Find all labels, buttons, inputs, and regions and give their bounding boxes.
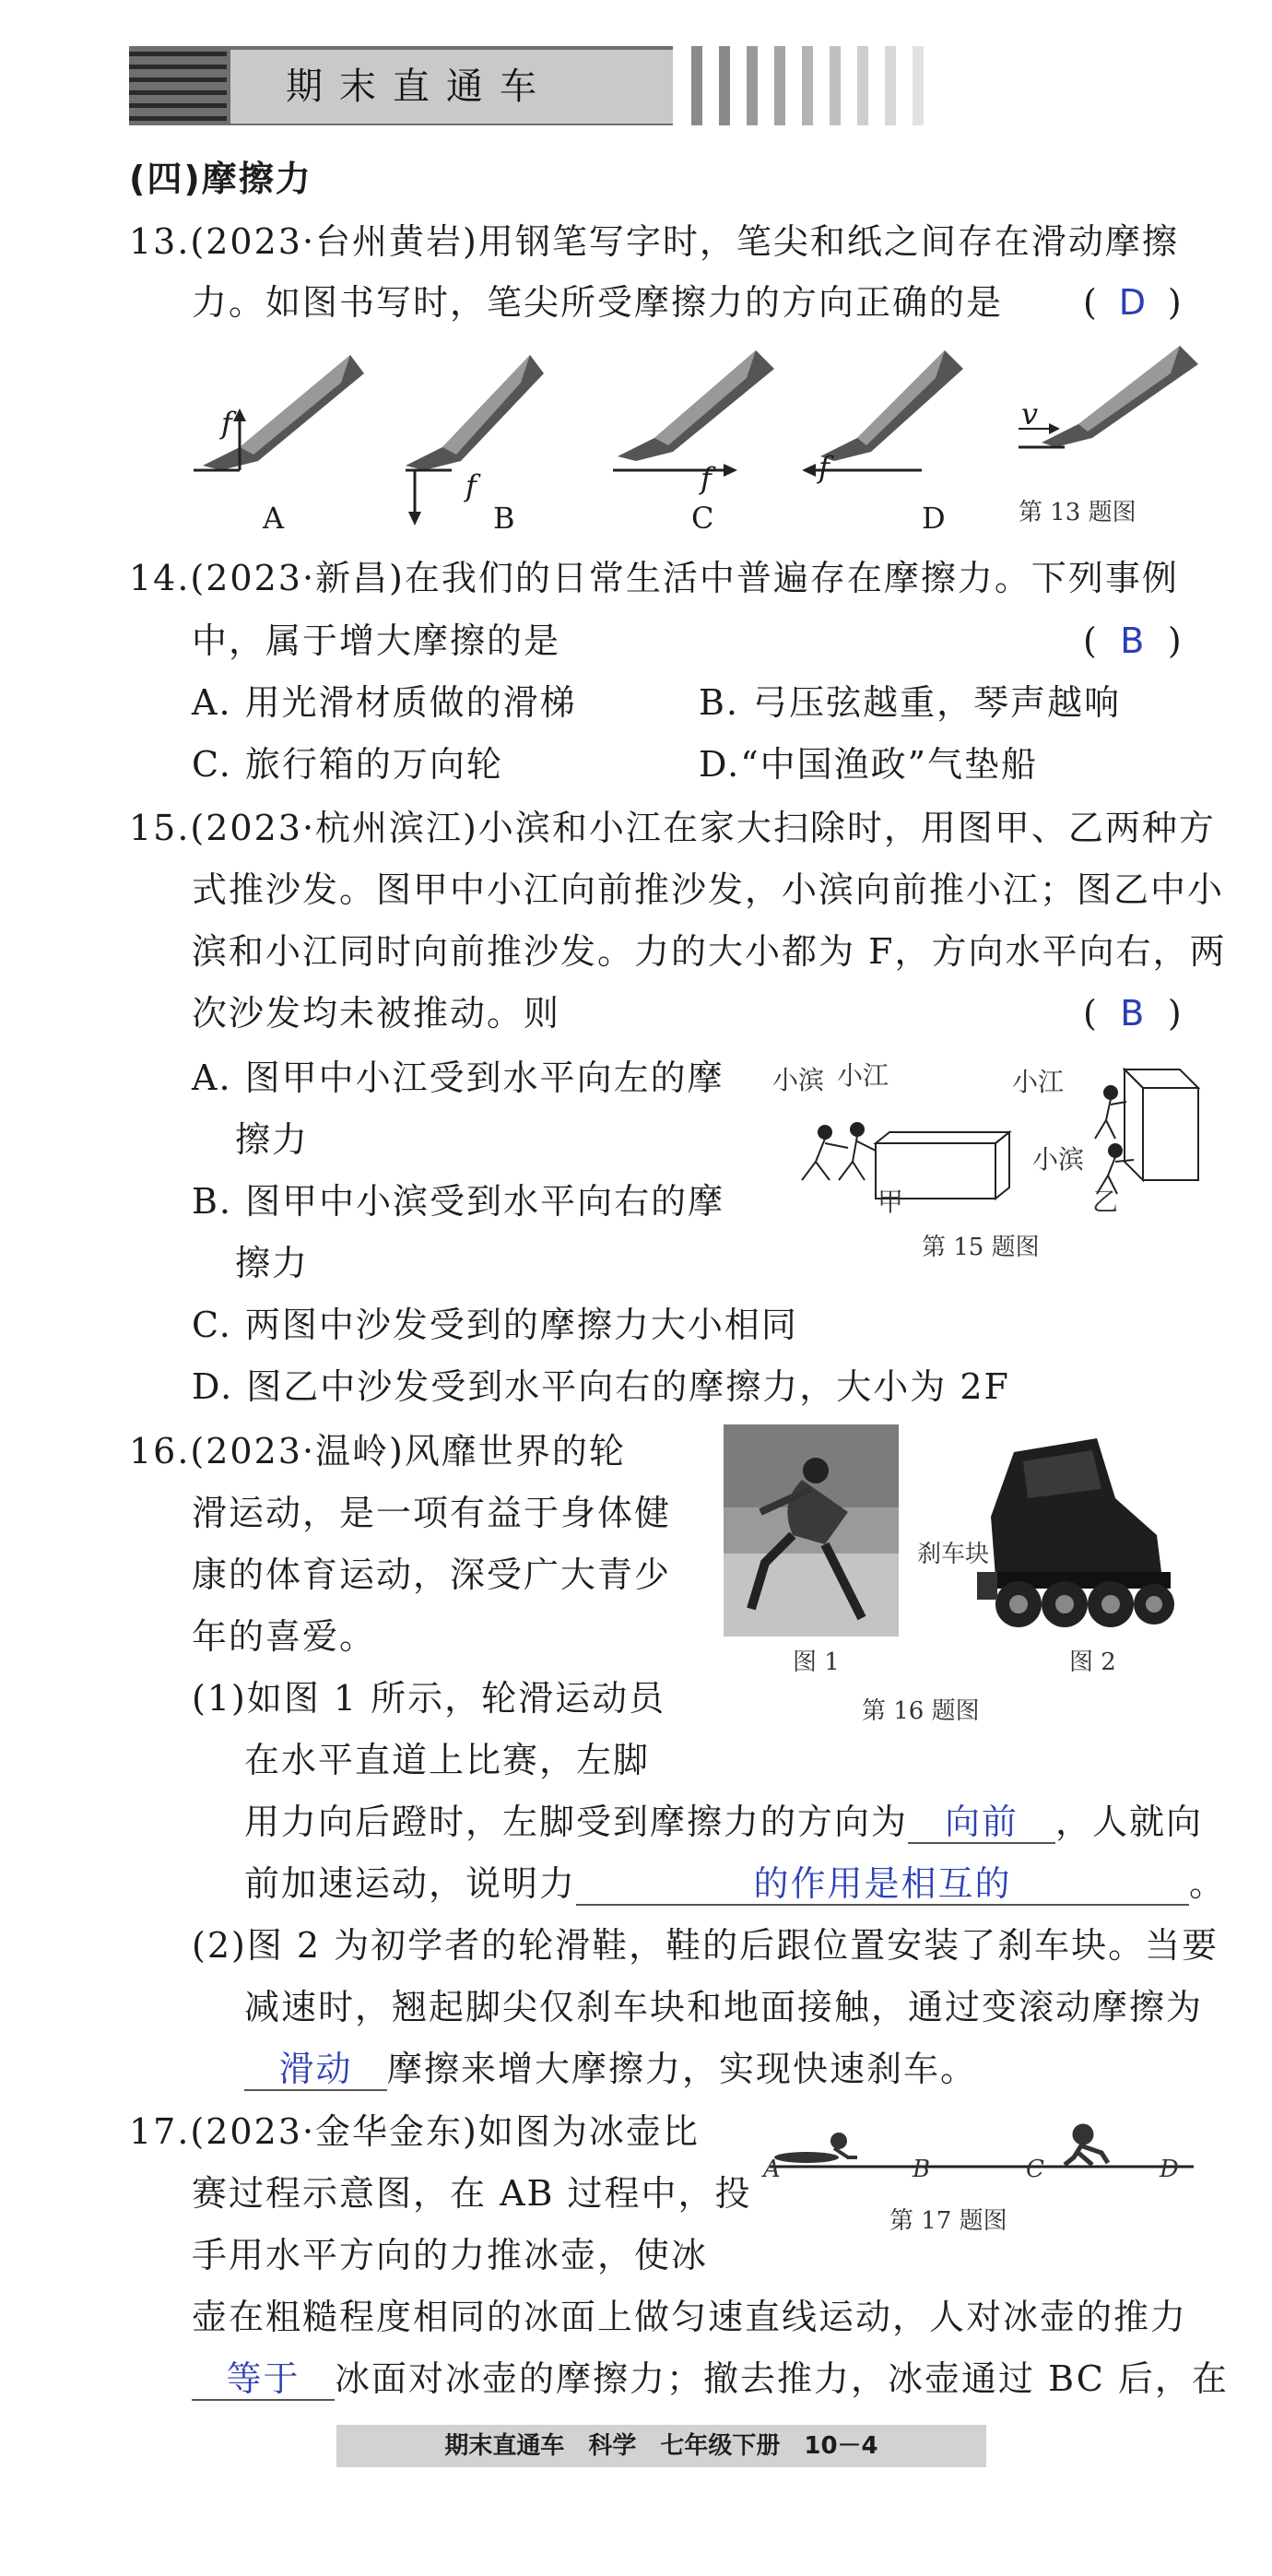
q13-option-c: C: [691, 501, 714, 536]
q15-answer: B: [1120, 993, 1147, 1034]
q15-line3: 滨和小江同时向前推沙发。力的大小都为 F，方向水平向右，两: [192, 931, 1227, 972]
q17-blank: [192, 2358, 335, 2401]
q14-answer: B: [1120, 620, 1147, 661]
q15-line1: 15.(2023·杭州滨江)小滨和小江在家大扫除时，用图甲、乙两种方: [129, 808, 1216, 848]
header-stripe: [129, 116, 227, 121]
q14-line2: 中，属于增大摩擦的是: [192, 620, 561, 661]
q13-caption: 第 13 题图: [1019, 499, 1137, 526]
q15-option-b1: B. 图甲中小滨受到水平向右的摩: [192, 1181, 725, 1222]
skate-photo: [959, 1434, 1180, 1637]
q17-line5: [192, 2358, 1229, 2401]
header-stripe: [129, 90, 227, 95]
q16-p1-text-d: 。: [1189, 1863, 1227, 1904]
fig1-label: 图 1: [793, 1648, 840, 1676]
q16-answer-2: 的作用是相互的: [753, 1863, 1012, 1904]
person-icon: [802, 1123, 876, 1180]
header-stripe: [129, 52, 227, 56]
q17-line2: 赛过程示意图，在 AB 过程中，投: [192, 2173, 752, 2214]
header-bar-decor: [913, 46, 924, 125]
velocity-label: v: [1021, 396, 1039, 431]
curler-icon: [1065, 2126, 1108, 2165]
pen-nib-icon: [613, 350, 774, 477]
force-label-d: f: [819, 450, 830, 485]
q14-option-c: C. 旅行箱的万向轮: [192, 744, 503, 785]
force-label-c: f: [701, 461, 712, 496]
header-bar-decor: [691, 46, 702, 125]
pen-nib-icon: [1019, 346, 1198, 447]
point-c: C: [1026, 2156, 1044, 2183]
point-a: A: [763, 2156, 781, 2183]
header-title: 期末直通车: [230, 50, 673, 124]
q14-line1: 14.(2023·新昌)在我们的日常生活中普遍存在摩擦力。下列事例: [129, 558, 1179, 598]
sofa-icon: [1125, 1069, 1198, 1180]
q16-p1-text-c: 前加速运动，说明力: [244, 1863, 577, 1904]
q13-option-b: B: [493, 501, 515, 536]
q16-caption: 第 16 题图: [862, 1697, 980, 1725]
label-xiaobin-jia: 小滨: [772, 1065, 825, 1095]
q16-line4: 年的喜爱。: [192, 1616, 377, 1657]
q16-p2-line3: [244, 2049, 977, 2091]
q16-p1-line2: 在水平直道上比赛，左脚: [244, 1740, 651, 1780]
q13-line2: 力。如图书写时，笔尖所受摩擦力的方向正确的是: [192, 282, 1004, 323]
q17-line1: 17.(2023·金华金东)如图为冰壶比: [129, 2111, 700, 2152]
header-bar-decor: [885, 46, 896, 125]
pen-nib-icon: [194, 355, 364, 470]
q14-option-b: B. 弓压弦越重，琴声越响: [699, 682, 1122, 723]
q16-p1-text-b: ，人就向: [1055, 1802, 1204, 1842]
q17-answer: 等于: [226, 2358, 300, 2399]
q16-answer-3: 滑动: [278, 2049, 353, 2089]
label-yi: 乙: [1092, 1187, 1119, 1217]
label-jia: 甲: [877, 1187, 904, 1217]
q16-blank-2: [576, 1863, 1189, 1906]
q15-answer-bracket: ( B ): [1083, 993, 1184, 1034]
q13-answer: D: [1118, 282, 1148, 323]
q16-answer-1: 向前: [945, 1802, 1019, 1842]
person-icon: [1095, 1086, 1134, 1194]
label-xiaojiang-yi: 小江: [1012, 1067, 1065, 1097]
q15-option-a1: A. 图甲中小江受到水平向左的摩: [192, 1058, 724, 1098]
q15-option-b2: 擦力: [235, 1243, 310, 1283]
q16-p1-text-a: 用力向后蹬时，左脚受到摩擦力的方向为: [244, 1802, 909, 1842]
brake-label: 刹车块: [917, 1541, 990, 1568]
header-stripe: [129, 103, 227, 108]
q16-blank-3: [244, 2049, 387, 2091]
label-xiaobin-yi: 小滨: [1032, 1144, 1085, 1175]
header-bar-decor: [802, 46, 813, 125]
q15-option-a2: 擦力: [235, 1119, 310, 1160]
header-bar-decor: [719, 46, 730, 125]
q14-option-a: A. 用光滑材质做的滑梯: [192, 682, 577, 723]
q16-p2-text: 摩擦来增大摩擦力，实现快速刹车。: [387, 2049, 978, 2089]
q16-line2: 滑运动，是一项有益于身体健: [192, 1493, 672, 1533]
curler-icon: [774, 2133, 857, 2163]
fig2-label: 图 2: [1069, 1648, 1116, 1676]
q14-option-d: D.“中国渔政”气垫船: [699, 744, 1039, 785]
q17-text: 冰面对冰壶的摩擦力；撤去推力，冰壶通过 BC 后，在: [335, 2358, 1229, 2399]
q16-blank-1: [908, 1802, 1055, 1844]
header-bar-decor: [747, 46, 758, 125]
section-title: (四)摩擦力: [129, 159, 312, 199]
q13-line1: 13.(2023·台州黄岩)用钢笔写字时，笔尖和纸之间存在滑动摩擦: [129, 221, 1179, 262]
q16-line1: 16.(2023·温岭)风靡世界的轮: [129, 1431, 626, 1471]
q15-caption: 第 15 题图: [922, 1234, 1040, 1261]
skater-photo: [724, 1424, 899, 1637]
header-stripe: [129, 65, 227, 69]
header-bar-decor: [774, 46, 785, 125]
q13-answer-bracket: ( D ): [1083, 282, 1184, 323]
q15-line2: 式推沙发。图甲中小江向前推沙发，小滨向前推小江；图乙中小: [192, 869, 1225, 910]
q17-caption: 第 17 题图: [889, 2207, 1007, 2235]
q16-p1-line4: [244, 1863, 1226, 1906]
force-label-b: f: [465, 468, 477, 503]
point-b: B: [913, 2156, 931, 2183]
q15-option-d: D. 图乙中沙发受到水平向右的摩擦力，大小为 2F: [192, 1366, 1010, 1407]
q16-p1-line1: (1)如图 1 所示，轮滑运动员: [192, 1678, 666, 1719]
q14-answer-bracket: ( B ): [1083, 620, 1184, 661]
q16-p1-line3: [244, 1802, 1203, 1844]
q17-line3: 手用水平方向的力推冰壶，使冰: [192, 2235, 709, 2275]
q16-p2-line1: (2)图 2 为初学者的轮滑鞋，鞋的后跟位置安装了刹车块。当要: [192, 1925, 1219, 1966]
q17-line4: 壶在粗糙程度相同的冰面上做匀速直线运动，人对冰壶的推力: [192, 2297, 1188, 2337]
q13-option-d: D: [922, 501, 946, 536]
q15-option-c: C. 两图中沙发受到的摩擦力大小相同: [192, 1305, 798, 1345]
q13-option-a: A: [263, 501, 285, 536]
label-xiaojiang-jia: 小江: [837, 1060, 889, 1091]
curling-figure: [765, 2102, 1198, 2185]
header-bar-decor: [830, 46, 841, 125]
q16-p2-line2: 减速时，翘起脚尖仅刹车块和地面接触，通过变滚动摩擦为: [244, 1987, 1204, 2027]
q15-line4: 次沙发均未被推动。则: [192, 993, 561, 1034]
q16-line3: 康的体育运动，深受广大青少: [192, 1554, 672, 1595]
point-d: D: [1160, 2156, 1179, 2183]
force-label-a: f: [221, 406, 232, 441]
header-bar-decor: [857, 46, 868, 125]
page-footer: 期末直通车 科学 七年级下册 10－4: [336, 2425, 986, 2467]
header-stripe: [129, 77, 227, 82]
